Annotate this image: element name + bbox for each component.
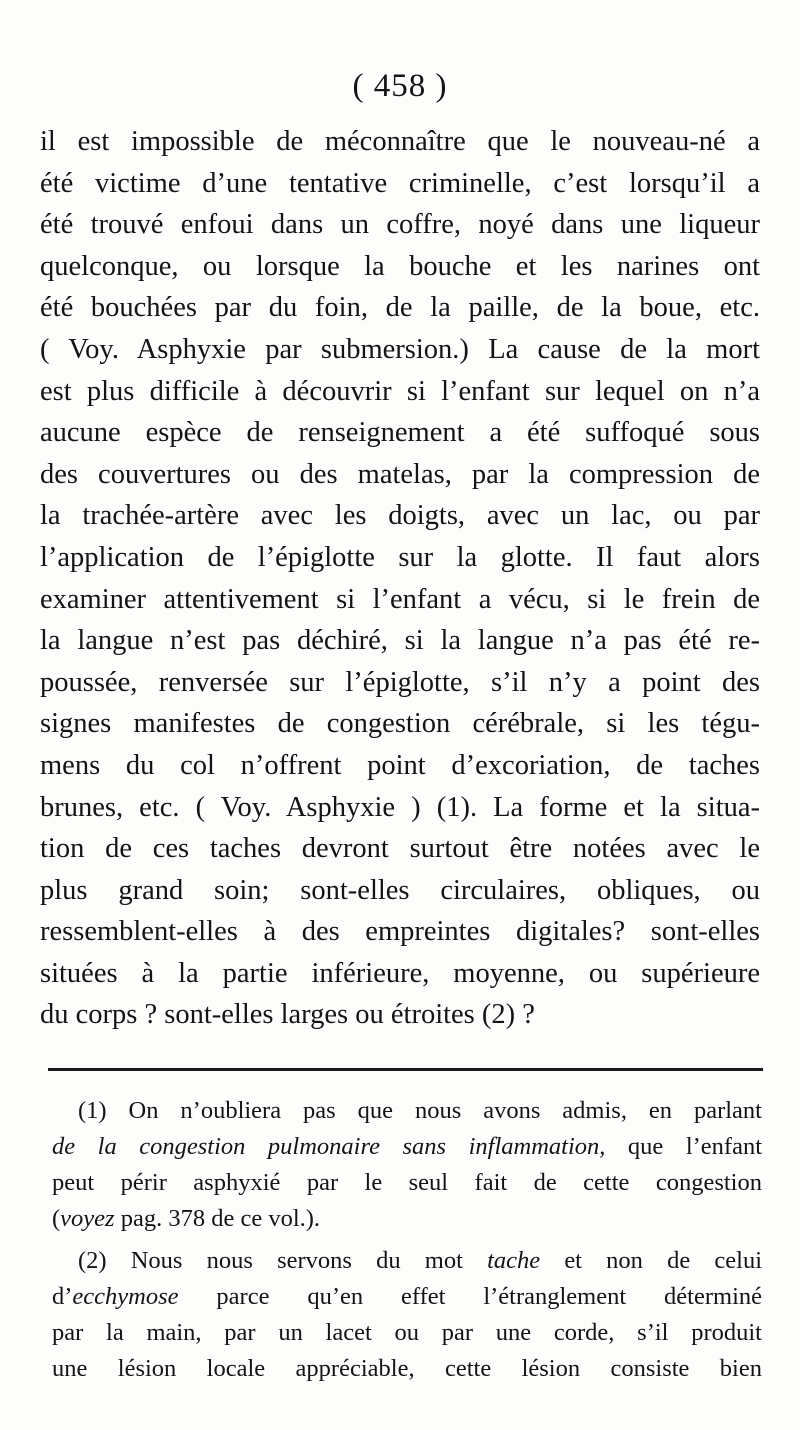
text-line: situées à la partie inférieure, moyenne, ou supérieure: [40, 957, 760, 989]
text-line: la trachée-artère avec les doigts, avec un lac, ou par: [40, 500, 760, 532]
footnote-2-line: [52, 1279, 762, 1315]
text-line: quelconque, ou lorsque la bouche et les narines ont: [40, 250, 760, 282]
text-line: été victime d’une tentative criminelle, c’est lorsqu’il a: [40, 167, 760, 199]
footnote-text: (: [52, 1205, 61, 1232]
footnote-1-line: [52, 1201, 762, 1237]
footnote-2-line: [52, 1243, 762, 1279]
text-line: été trouvé enfoui dans un coffre, noyé dans une liqueur: [40, 209, 760, 241]
footnote-1-line: (1) On n’oubliera pas que nous avons admis, en parlant: [78, 1097, 762, 1124]
text-line: brunes, etc. ( Voy. Asphyxie ) (1). La forme et la situa-: [40, 791, 760, 823]
text-line: été bouchées par du foin, de la paille, de la boue, etc.: [40, 292, 760, 324]
text-line: signes manifestes de congestion cérébrale, si les tégu-: [40, 708, 760, 740]
footnote-italic-text: voyez: [60, 1205, 115, 1232]
text-line: mens du col n’offrent point d’excoriation, de taches: [40, 749, 760, 781]
text-line: il est impossible de méconnaître que le nouveau-né a: [40, 126, 760, 157]
text-line: plus grand soin; sont-elles circulaires, obliques, ou: [40, 874, 760, 906]
footnote-italic-text: ecchymose: [72, 1283, 179, 1310]
text-line: ( Voy. Asphyxie par submersion.) La cause de la mort: [40, 333, 760, 365]
text-line: poussée, renversée sur l’épiglotte, s’il n’y a point des: [40, 666, 760, 698]
footnote-italic-text: de la congestion pulmonaire sans inflammation,: [52, 1133, 606, 1160]
text-line: aucune espèce de renseignement a été suffoqué sous: [40, 417, 760, 449]
footnote-2-line: par la main, par un lacet ou par une corde, s’il produit: [52, 1319, 762, 1346]
footnote-text: et non de celui: [540, 1247, 762, 1274]
footnotes: [52, 1093, 762, 1387]
text-line: la langue n’est pas déchiré, si la langue n’a pas été re-: [40, 625, 760, 657]
text-line: du corps ? sont-elles larges ou étroites (2) ?: [40, 999, 535, 1031]
text-line: examiner attentivement si l’enfant a vécu, si le frein de: [40, 583, 760, 615]
page-number: ( 458 ): [352, 68, 448, 104]
text-line: tion de ces taches devront surtout être notées avec le: [40, 833, 760, 865]
footnote-1-line: peut périr asphyxié par le seul fait de cette congestion: [52, 1169, 762, 1196]
footnote-1-line: [52, 1129, 762, 1165]
text-line: des couvertures ou des matelas, par la compression de: [40, 458, 760, 490]
text-line: est plus difficile à découvrir si l’enfant sur lequel on n’a: [40, 375, 760, 407]
footnote-divider: [48, 1068, 763, 1071]
footnote-text: d’: [52, 1283, 73, 1310]
footnote-text: que l’enfant: [605, 1133, 762, 1160]
body-text: [40, 121, 760, 1036]
footnote-text: (2) Nous nous servons du mot: [78, 1247, 488, 1274]
footnote-italic-text: tache: [487, 1247, 541, 1274]
text-line: l’application de l’épiglotte sur la glotte. Il faut alors: [40, 541, 760, 573]
footnote-text: pag. 378 de ce vol.).: [114, 1205, 321, 1232]
text-line: ressemblent-elles à des empreintes digitales? sont-elles: [40, 916, 760, 948]
footnote-text: parce qu’en effet l’étranglement déterminé: [178, 1283, 762, 1310]
footnote-2-line: une lésion locale appréciable, cette lésion consiste bien: [52, 1355, 762, 1382]
